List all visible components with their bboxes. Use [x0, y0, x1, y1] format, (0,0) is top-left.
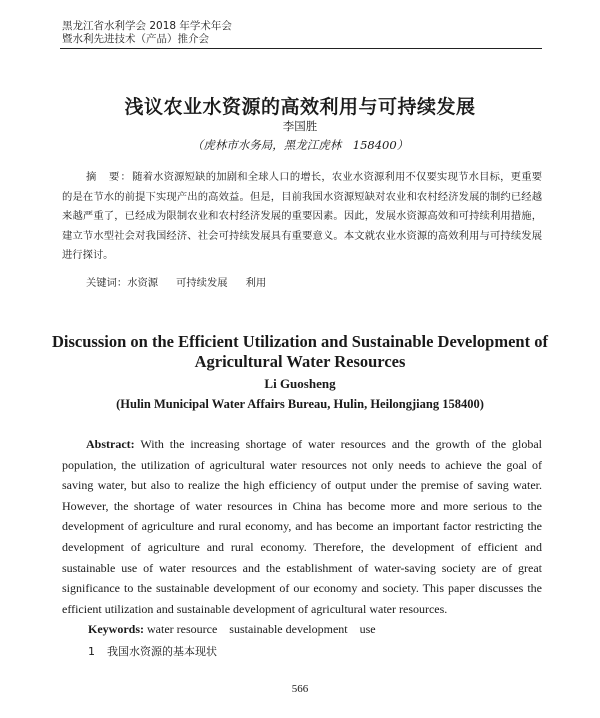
chinese-affiliation: （虎林市水务局，黑龙江虎林 158400）	[191, 138, 409, 152]
english-title-line-1: Discussion on the Efficient Utilization and Sustainable Development of	[52, 332, 548, 351]
chinese-author: 李国胜	[282, 119, 318, 133]
header-rule	[60, 48, 542, 49]
chinese-title: 浅议农业水资源的高效利用与可持续发展	[124, 96, 476, 118]
chinese-keyword: 利用	[245, 277, 267, 289]
chinese-abstract-text: 随着水资源短缺的加剧和全球人口的增长，农业水资源利用不仅要实现节水目标，更重要的是在节水的前提下实现产出的高效益。但是，目前我国水资源短缺对农业和农村经济发展的制约已经越来越严重了，已经成为限制农业和农村经济发展的重要因素。因此，发展水资源高效和可持续利用措施，建立节水型社会对我国经济、社会可持续发展具有重要意义。本文就农业水资源的高效利用与可持续发展进行探讨。	[62, 171, 543, 261]
english-keywords	[88, 622, 388, 637]
running-header	[62, 20, 232, 46]
english-title-line-2: Agricultural Water Resources	[194, 352, 406, 371]
english-affiliation: (Hulin Municipal Water Affairs Bureau, Hulin, Heilongjiang 158400)	[116, 397, 484, 411]
chinese-abstract-label: 摘 要：	[86, 171, 133, 183]
section-heading	[88, 643, 217, 659]
english-abstract	[62, 434, 542, 619]
chinese-keywords-label: 关键词：	[86, 277, 128, 289]
section-title: 我国水资源的基本现状	[107, 645, 217, 658]
chinese-abstract	[62, 168, 542, 266]
chinese-keyword: 水资源	[127, 277, 159, 289]
english-keyword: sustainable development	[229, 622, 348, 636]
chinese-keywords	[86, 274, 284, 289]
english-keyword: water resource	[147, 622, 218, 636]
english-abstract-text: With the increasing shortage of water resources and the growth of the global population, the utilization of agricultural water resources not only needs to achieve the goal of saving water, but also to realize the high efficiency of output under the premise of saving water. However, the shortage of water resources in China has become more and more serious to the development of agriculture and rural economy, and has become an important factor restricting the development of agriculture and rural economy. Therefore, the development of efficient and sustainable use of water resources and the establishment of water-saving society are of great significance to the sustainable development of our economy and society. This paper discusses the efficient utilization and sustainable development of agricultural water resources.	[62, 437, 542, 616]
page-number: 566	[291, 683, 309, 695]
english-keywords-label: Keywords:	[88, 622, 144, 636]
english-title	[40, 332, 560, 372]
english-abstract-label: Abstract:	[86, 437, 135, 451]
header-line-1: 黑龙江省水利学会 2018 年学术年会	[62, 20, 232, 32]
chinese-keyword: 可持续发展	[176, 277, 228, 289]
english-keyword: use	[359, 622, 376, 636]
english-author: Li Guosheng	[264, 376, 336, 391]
section-number: 1	[88, 645, 95, 658]
header-line-2: 暨水利先进技术（产品）推介会	[62, 33, 209, 45]
